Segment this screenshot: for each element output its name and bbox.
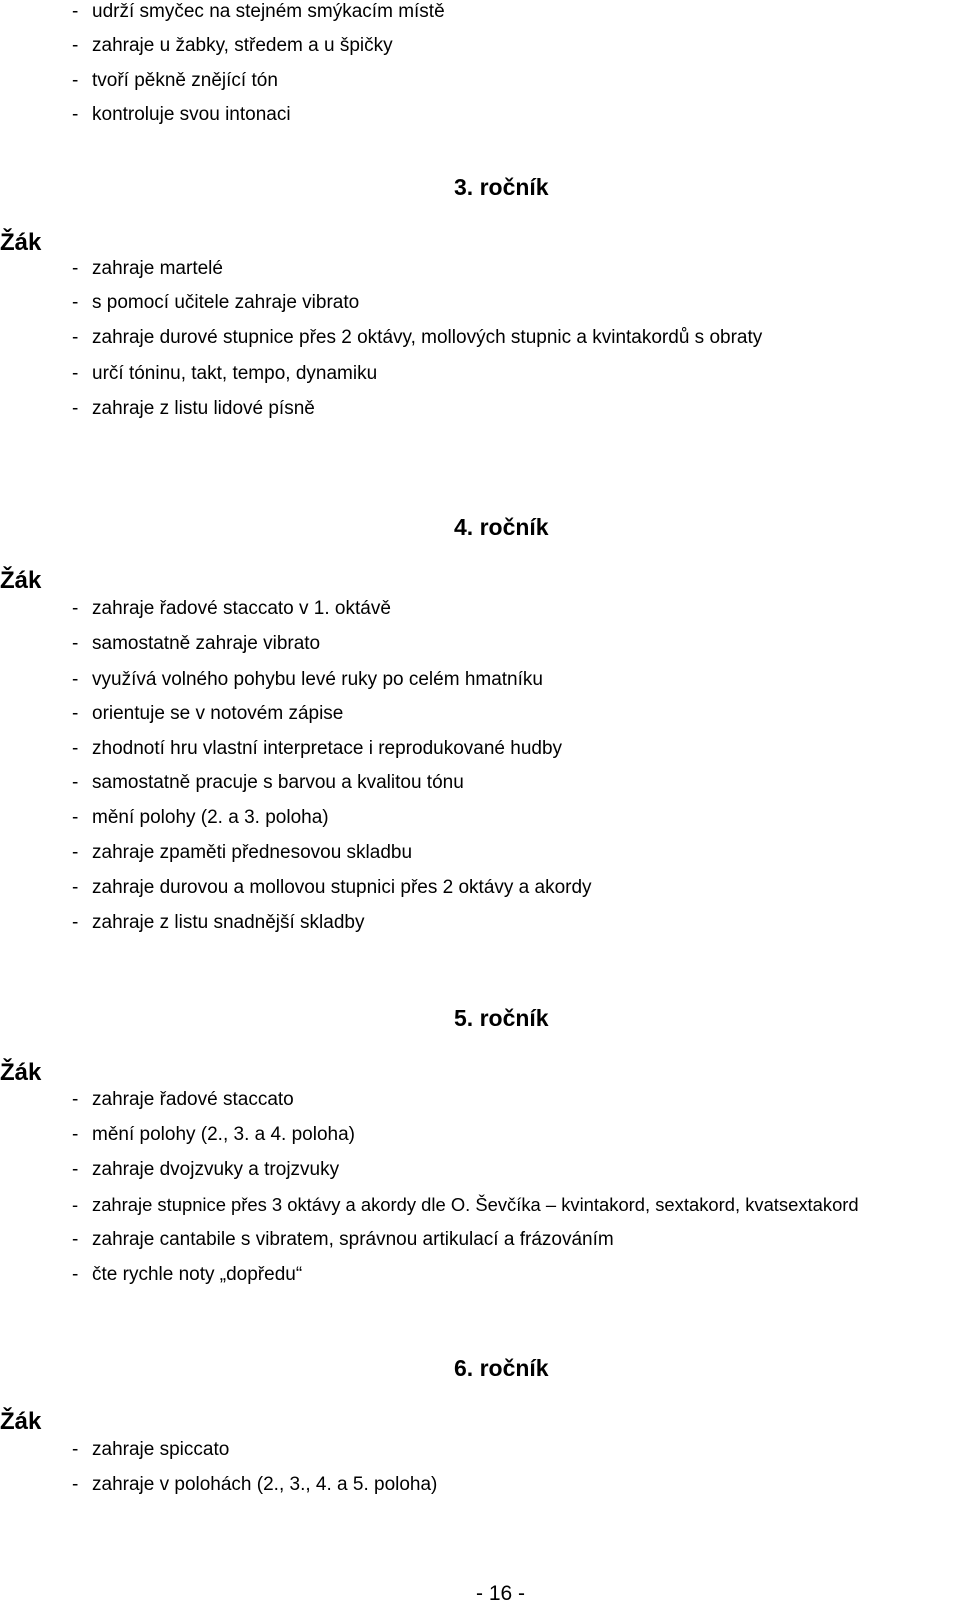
list-item: - zahraje z listu lidové písně: [72, 398, 315, 419]
list-item: - samostatně pracuje s barvou a kvalitou tónu: [72, 772, 464, 793]
list-item: - mění polohy (2. a 3. poloha): [72, 807, 329, 828]
list-item: - s pomocí učitele zahraje vibrato: [72, 292, 360, 313]
list-item: - využívá volného pohybu levé ruky po celém hmatníku: [72, 669, 543, 690]
list-item: - zahraje durovou a mollovou stupnici přes 2 oktávy a akordy: [72, 877, 592, 898]
list-item: - zahraje z listu snadnější skladby: [72, 912, 365, 933]
student-label: Žák: [0, 229, 42, 256]
list-item: - udrží smyčec na stejném smýkacím místě: [72, 1, 445, 22]
list-item: - zahraje zpaměti přednesovou skladbu: [72, 842, 413, 863]
page-number: - 16 -: [476, 1582, 526, 1605]
section-heading: 4. ročník: [454, 514, 549, 540]
section-heading: 6. ročník: [454, 1355, 549, 1381]
list-item: - zahraje cantabile s vibratem, správnou artikulací a frázováním: [72, 1229, 614, 1250]
list-item: - zahraje dvojzvuky a trojzvuky: [72, 1159, 340, 1180]
list-item: - zhodnotí hru vlastní interpretace i reprodukované hudby: [72, 738, 563, 759]
list-item: - zahraje durové stupnice přes 2 oktávy, mollových stupnic a kvintakordů s obraty: [72, 327, 763, 348]
list-item: - zahraje řadové staccato v 1. oktávě: [72, 598, 391, 619]
list-item: - zahraje spiccato: [72, 1439, 230, 1460]
section-heading: 3. ročník: [454, 174, 549, 200]
student-label: Žák: [0, 1408, 42, 1435]
list-item: - tvoří pěkně znějící tón: [72, 70, 278, 91]
list-item: - zahraje v polohách (2., 3., 4. a 5. poloha): [72, 1474, 438, 1495]
list-item: - mění polohy (2., 3. a 4. poloha): [72, 1124, 355, 1145]
list-item: - zahraje řadové staccato: [72, 1089, 294, 1110]
section-heading: 5. ročník: [454, 1005, 549, 1031]
student-label: Žák: [0, 1059, 42, 1086]
list-item: - čte rychle noty „dopředu“: [72, 1264, 303, 1285]
list-item: - zahraje martelé: [72, 258, 223, 279]
list-item: - zahraje u žabky, středem a u špičky: [72, 35, 393, 56]
list-item: - zahraje stupnice přes 3 oktávy a akordy dle O. Ševčíka – kvintakord, sextakord, kvatsextakord: [72, 1194, 859, 1215]
list-item: - kontroluje svou intonaci: [72, 104, 291, 125]
list-item: - samostatně zahraje vibrato: [72, 633, 321, 654]
student-label: Žák: [0, 567, 42, 594]
list-item: - orientuje se v notovém zápise: [72, 703, 344, 724]
list-item: - určí tóninu, takt, tempo, dynamiku: [72, 363, 378, 384]
